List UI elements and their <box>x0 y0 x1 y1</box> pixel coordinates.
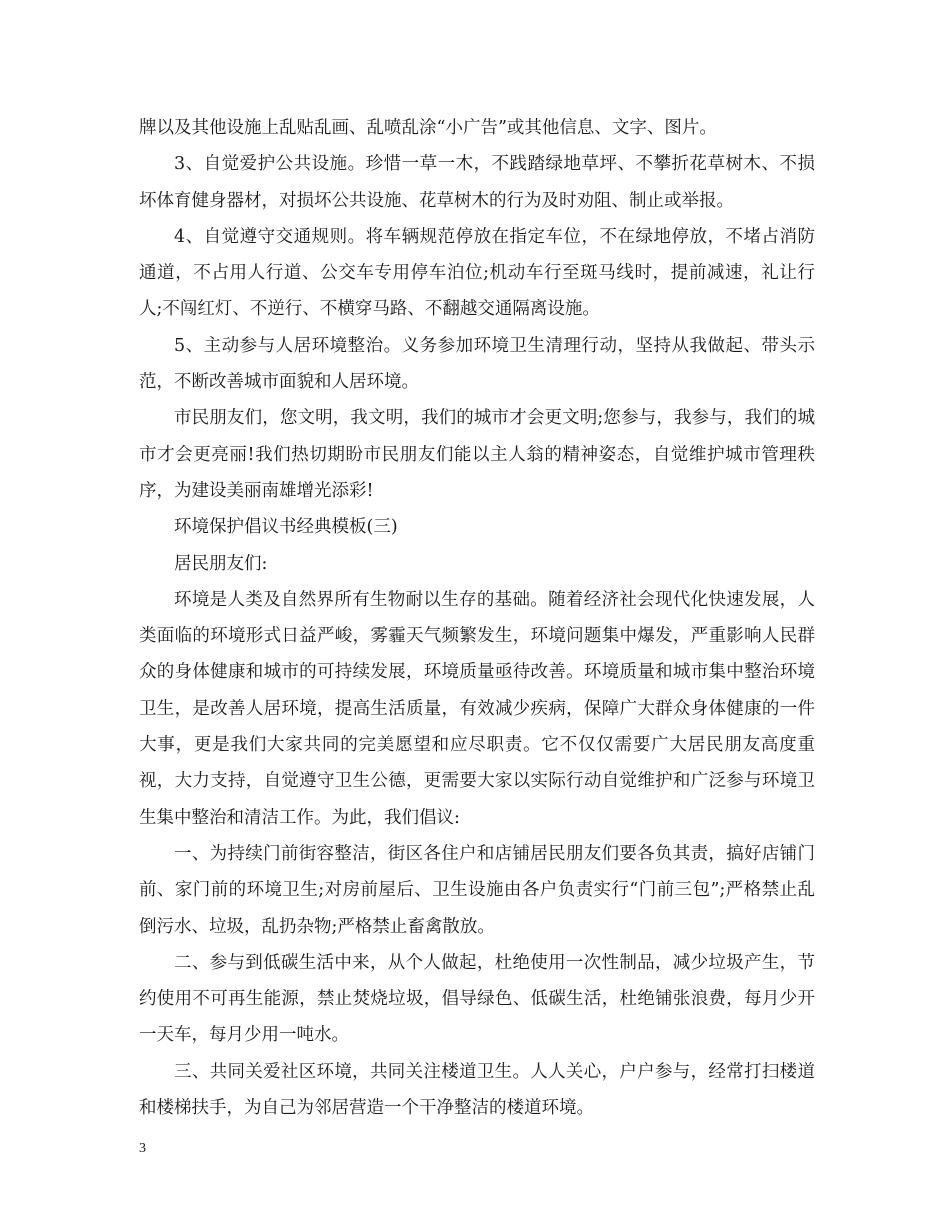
paragraph-9: 一、为持续门前街容整洁，街区各住户和店铺居民朋友们要各负其责，搞好店铺门前、家门前的环境卫生;对房前屋后、卫生设施由各户负责实行“门前三包”;严格禁止乱倒污水、垃圾，乱扔杂物;严格禁止畜禽散放。 <box>139 843 815 937</box>
paragraph-5: 市民朋友们，您文明，我文明，我们的城市才会更文明;您参与，我参与，我们的城市才会更亮丽!我们热切期盼市民朋友们能以主人翁的精神姿态，自觉维护城市管理秩序，为建设美丽南雄增光添彩! <box>139 408 815 501</box>
paragraph-10: 二、参与到低碳生活中来，从个人做起，杜绝使用一次性制品，减少垃圾产生，节约使用不可再生能源，禁止焚烧垃圾，倡导绿色、低碳生活，杜绝铺张浪费，每月少开一天车，每月少用一吨水。 <box>139 952 815 1046</box>
salutation: 居民朋友们: <box>174 553 268 574</box>
paragraph-3: 4、自觉遵守交通规则。将车辆规范停放在指定车位，不在绿地停放，不堵占消防通道，不占用人行道、公交车专用停车泊位;机动车行至斑马线时，提前减速，礼让行人;不闯红灯、不逆行、不横穿马路、不翻越交通隔离设施。 <box>139 226 815 320</box>
paragraph-4: 5、主动参与人居环境整治。义务参加环境卫生清理行动，坚持从我做起、带头示范，不断改善城市面貌和人居环境。 <box>139 335 815 393</box>
document-body <box>139 110 815 1126</box>
section-title: 环境保护倡议书经典模板(三) <box>174 517 398 538</box>
paragraph-8: 环境是人类及自然界所有生物耐以生存的基础。随着经济社会现代化快速发展，人类面临的环境形式日益严峻，雾霾天气频繁发生，环境问题集中爆发，严重影响人民群众的身体健康和城市的可持续发展，环境质量亟待改善。环境质量和城市集中整治环境卫生，是改善人居环境，提高生活质量，有效减少疾病，保障广大群众身体健康的一件大事，更是我们大家共同的完美愿望和应尽职责。它不仅仅需要广大居民朋友高度重视，大力支持，自觉遵守卫生公德，更需要大家以实际行动自觉维护和广泛参与环境卫生集中整治和清洁工作。为此，我们倡议: <box>139 589 815 828</box>
paragraph-11: 三、共同关爱社区环境，共同关注楼道卫生。人人关心，户户参与，经常打扫楼道和楼梯扶手，为自己为邻居营造一个干净整洁的楼道环境。 <box>139 1061 815 1119</box>
paragraph-2: 3、自觉爱护公共设施。珍惜一草一木，不践踏绿地草坪、不攀折花草树木、不损坏体育健身器材，对损坏公共设施、花草树木的行为及时劝阻、制止或举报。 <box>139 154 815 211</box>
page-number: 3 <box>139 1141 146 1156</box>
paragraph-1: 牌以及其他设施上乱贴乱画、乱喷乱涂“小广告”或其他信息、文字、图片。 <box>139 118 717 138</box>
